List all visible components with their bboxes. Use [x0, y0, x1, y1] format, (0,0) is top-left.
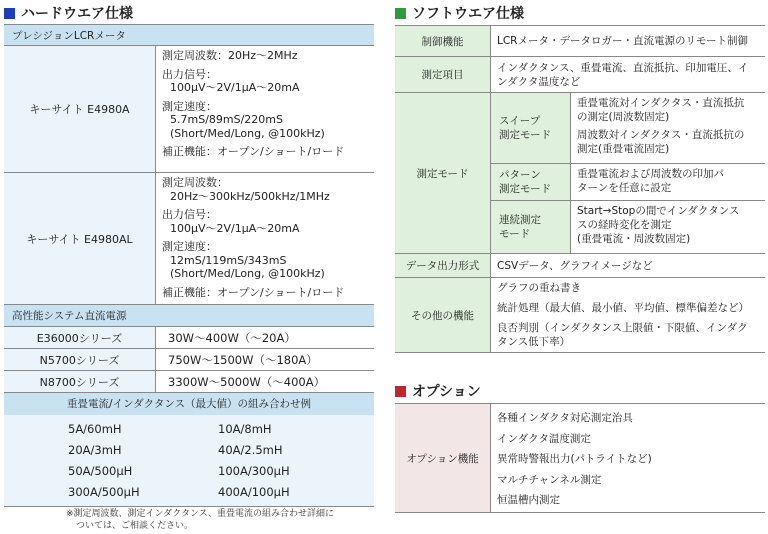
option-section-title: [395, 381, 481, 401]
mode-pattern-label: パターン 測定モード: [491, 164, 571, 200]
mode-continuous-label: 連続測定 モード: [491, 201, 571, 253]
mode-continuous-desc: Start→Stopの間でインダクタンス スの経時変化を測定 (重畳電流・周波数固定): [577, 205, 740, 245]
option-label: オプション機能: [395, 404, 491, 512]
dc-model: N8700シリーズ: [4, 371, 156, 392]
footnote: ※測定周波数、測定インダクタンス、重畳電流の組み合わせ詳細に ついては、ご相談ください。: [66, 509, 335, 531]
sw-row-output: [395, 254, 765, 278]
mode-continuous: [491, 201, 765, 253]
dc-band: 高性能システム直流電源: [4, 305, 374, 327]
other-item: 良否判別（インダクタンス上限値・下限値、インダク タンス低下率）: [497, 322, 748, 348]
model-name: キーサイト E4980AL: [4, 173, 156, 304]
hardware-title: ハードウエア仕様: [21, 6, 133, 22]
dc-row: [4, 371, 374, 393]
dc-value: 750W～1500W（～180A）: [168, 352, 318, 367]
combo-pair: 5A/60mH 10A/8mH: [68, 421, 272, 436]
mode-sweep-label: スイープ 測定モード: [491, 93, 571, 163]
combo-pair: 300A/500μH 400A/100μH: [68, 484, 290, 499]
option-item: 各種インダクタ対応測定治具: [497, 412, 633, 424]
mode-pattern-desc: 重畳電流および周波数の印加パ ターンを任意に設定: [577, 168, 724, 194]
mode-sweep-desc: 重畳電流対インダクタス・直流抵抗 の測定(周波数固定) 周波数対インダクタス・直流抵抗の 測定(重畳電流固定): [577, 97, 745, 155]
mode-label: 測定モード: [395, 93, 491, 253]
model-row: [4, 173, 374, 305]
control-value: LCRメータ・データロガー・直流電源のリモート制御: [497, 35, 749, 47]
model-name: キーサイト E4980A: [4, 46, 156, 172]
option-item: マルチチャンネル測定: [497, 473, 602, 486]
items-label: 測定項目: [395, 57, 491, 92]
option-table: [395, 403, 765, 513]
spec-item: 出力信号： 100μV～2V/1μA～20mA: [162, 208, 300, 235]
mode-sweep: [491, 93, 765, 164]
model-specs: [156, 173, 350, 304]
software-table: [395, 25, 765, 353]
dc-row: [4, 327, 374, 349]
other-list: [491, 278, 765, 352]
spec-item: 測定周波数： 20Hz～300kHz/500kHz/1MHz: [162, 176, 330, 203]
hardware-section-title: [4, 3, 133, 23]
software-title: ソフトウエア仕様: [412, 6, 524, 22]
model-specs: [156, 46, 350, 172]
other-item: グラフの重ね書き: [497, 282, 581, 294]
option-title: オプション: [412, 384, 481, 400]
option-item: 異常時警報出力(パトライトなど): [497, 453, 652, 465]
dc-value: 3300W～5000W（～400A）: [168, 374, 326, 389]
lcr-band: プレシジョンLCRメータ: [4, 24, 374, 46]
blue-square-icon: [4, 8, 15, 19]
combo-band: 重畳電流/インダクタンス（最大値）の組み合わせ例: [4, 393, 374, 415]
hardware-table: [4, 24, 374, 507]
spec-item: 測定速度： 12mS/119mS/343mS (Short/Med/Long, @100kHz): [162, 240, 325, 280]
dc-row: [4, 349, 374, 371]
mode-pattern: [491, 164, 765, 201]
option-item: 恒温槽内測定: [497, 494, 560, 506]
sw-row-items: [395, 57, 765, 93]
other-label: その他の機能: [395, 278, 491, 352]
spec-item: 出力信号： 100μV～2V/1μA～20mA: [162, 67, 300, 94]
sw-row-control: [395, 26, 765, 57]
combo-pair: 20A/3mH 40A/2.5mH: [68, 442, 283, 457]
dc-value: 30W～400W（～20A）: [168, 330, 296, 345]
dc-model: N5700シリーズ: [4, 349, 156, 370]
model-row: [4, 46, 374, 173]
sw-row-modes: [395, 93, 765, 254]
dc-model: E36000シリーズ: [4, 327, 156, 348]
spec-item: 補正機能：オープン/ショート/ロード: [162, 285, 345, 299]
spec-item: 測定速度： 5.7mS/89mS/220mS (Short/Med/Long, @100kHz): [162, 99, 325, 140]
green-square-icon: [395, 8, 406, 19]
spec-item: 測定周波数：20Hz～2MHz: [162, 49, 298, 62]
output-value: CSVデータ、グラフイメージなど: [497, 259, 653, 272]
output-label: データ出力形式: [395, 254, 491, 277]
items-value: インダクタンス、重畳電流、直流抵抗、印加電圧、イ ンダクタ温度など: [497, 61, 749, 88]
red-square-icon: [395, 386, 406, 397]
combo-list: [4, 415, 374, 507]
combo-pair: 50A/500μH 100A/300μH: [68, 463, 290, 478]
control-label: 制御機能: [395, 26, 491, 56]
option-list: [491, 404, 765, 512]
sw-row-other: [395, 278, 765, 353]
software-section-title: [395, 3, 524, 23]
other-item: 統計処理（最大値、最小値、平均値、標準偏差など）: [497, 302, 749, 314]
spec-item: 補正機能：オープン/ショート/ロード: [162, 145, 345, 158]
option-item: インダクタ温度測定: [497, 432, 591, 445]
